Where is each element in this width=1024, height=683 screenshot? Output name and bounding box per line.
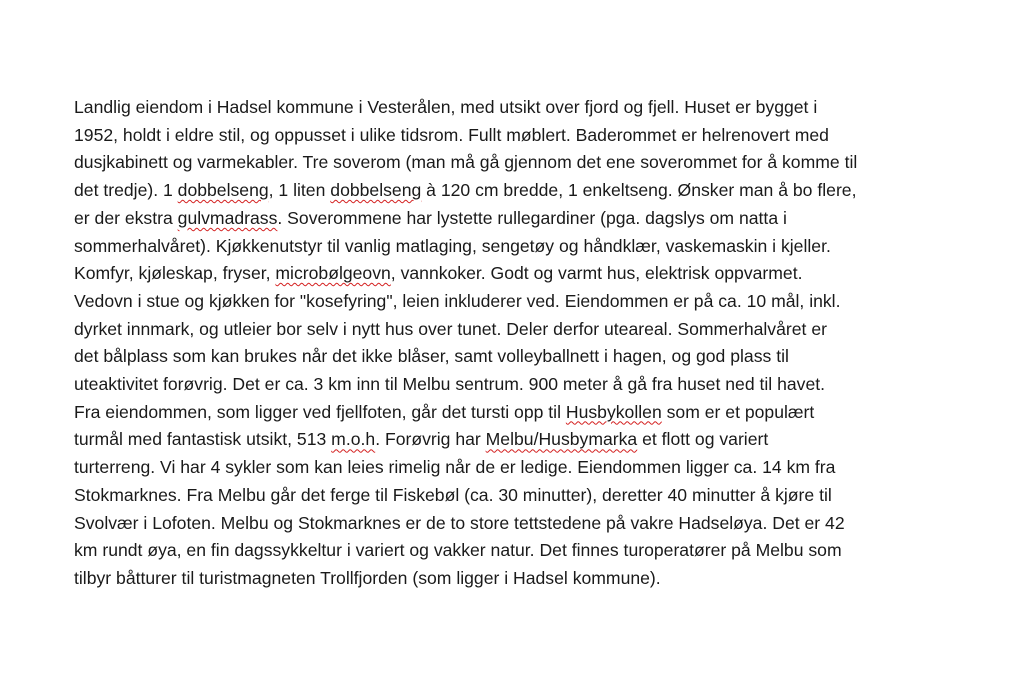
misspelled-word: gulvmadrass bbox=[177, 207, 278, 228]
text-run: Vedovn i stue og kjøkken for "kosefyring", leien inkluderer ved. Eiendommen er på ca. 10 mål, inkl. bbox=[74, 290, 841, 311]
text-run: 1952, holdt i eldre stil, og oppusset i ulike tidsrom. Fullt møblert. Baderommet er helrenovert med bbox=[74, 124, 829, 145]
text-run: à 120 cm bredde, 1 enkeltseng. Ønsker man å bo flere, bbox=[421, 180, 857, 201]
text-run: er der ekstra bbox=[74, 207, 178, 228]
text-line bbox=[74, 454, 954, 482]
text-line bbox=[74, 316, 954, 344]
text-line bbox=[74, 149, 954, 177]
text-line bbox=[74, 260, 954, 288]
text-line bbox=[74, 288, 954, 316]
text-line bbox=[74, 426, 954, 454]
text-line bbox=[74, 205, 954, 233]
text-run: det bålplass som kan brukes når det ikke blåser, samt volleyballnett i hagen, og god plass til bbox=[74, 346, 789, 367]
text-line bbox=[74, 537, 954, 565]
text-line bbox=[74, 233, 954, 261]
text-run: Komfyr, kjøleskap, fryser, bbox=[74, 263, 276, 284]
text-run: dusjkabinett og varmekabler. Tre soverom (man må gå gjennom det ene soverommet for å komme til bbox=[74, 152, 858, 173]
misspelled-word: microbølgeovn bbox=[275, 263, 391, 284]
text-run: Stokmarknes. Fra Melbu går det ferge til Fiskebøl (ca. 30 minutter), deretter 40 minutter å kjøre til bbox=[74, 484, 832, 505]
text-line bbox=[74, 510, 954, 538]
document-body-paragraph[interactable] bbox=[74, 94, 954, 593]
text-run: som er et populært bbox=[661, 401, 815, 422]
text-line bbox=[74, 399, 954, 427]
text-run: km rundt øya, en fin dagssykkeltur i variert og vakker natur. Det finnes turoperatører på Melbu som bbox=[74, 540, 842, 561]
text-line bbox=[74, 343, 954, 371]
text-run: , vannkoker. Godt og varmt hus, elektrisk oppvarmet. bbox=[390, 263, 803, 284]
text-run: turterreng. Vi har 4 sykler som kan leies rimelig når de er ledige. Eiendommen ligger ca. 14 km fra bbox=[74, 457, 836, 478]
text-run: turmål med fantastisk utsikt, 513 bbox=[74, 429, 332, 450]
text-line bbox=[74, 482, 954, 510]
text-run: , 1 liten bbox=[268, 180, 331, 201]
misspelled-word: dobbelseng bbox=[177, 180, 269, 201]
text-line bbox=[74, 565, 954, 593]
text-line bbox=[74, 371, 954, 399]
text-run: det tredje). 1 bbox=[74, 180, 178, 201]
text-run: sommerhalvåret). Kjøkkenutstyr til vanlig matlaging, sengetøy og håndklær, vaskemaskin i kjeller. bbox=[74, 235, 831, 256]
text-run: Landlig eiendom i Hadsel kommune i Vesterålen, med utsikt over fjord og fjell. Huset er bygget i bbox=[74, 97, 818, 117]
misspelled-word: dobbelseng bbox=[330, 180, 422, 201]
misspelled-word: Melbu/Husbymarka bbox=[485, 429, 638, 450]
misspelled-word: m.o.h bbox=[331, 429, 376, 450]
text-run: et flott og variert bbox=[637, 429, 769, 450]
text-run: dyrket innmark, og utleier bor selv i nytt hus over tunet. Deler derfor uteareal. Sommerhalvåret er bbox=[74, 318, 827, 339]
text-run: uteaktivitet forøvrig. Det er ca. 3 km inn til Melbu sentrum. 900 meter å gå fra huset ned til havet. bbox=[74, 374, 826, 395]
text-run: . Soverommene har lystette rullegardiner (pga. dagslys om natta i bbox=[277, 207, 787, 228]
text-run: . Forøvrig har bbox=[375, 429, 486, 450]
text-run: Svolvær i Lofoten. Melbu og Stokmarknes er de to store tettstedene på vakre Hadseløya. Det er 42 bbox=[74, 512, 845, 533]
text-line bbox=[74, 177, 954, 205]
text-line bbox=[74, 122, 954, 150]
misspelled-word: Husbykollen bbox=[565, 401, 662, 422]
text-run: Fra eiendommen, som ligger ved fjellfoten, går det tursti opp til bbox=[74, 401, 566, 422]
text-line bbox=[74, 94, 954, 122]
text-run: tilbyr båtturer til turistmagneten Trollfjorden (som ligger i Hadsel kommune). bbox=[74, 567, 661, 588]
